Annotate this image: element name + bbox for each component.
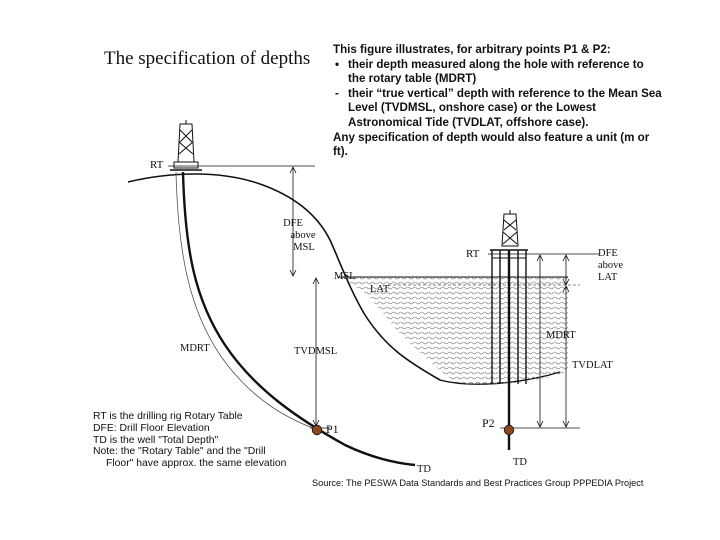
- legend-notes: [93, 411, 286, 470]
- dfe-lat-label-3: LAT: [598, 272, 618, 283]
- lat-label: LAT: [370, 284, 390, 295]
- page-title: The specification of depths: [104, 48, 311, 69]
- msl-label: MSL: [334, 271, 356, 282]
- point-p2: [504, 425, 514, 435]
- legend-line: DFE: Drill Floor Elevation: [93, 422, 210, 434]
- rt-offshore-label: RT: [466, 248, 480, 260]
- tvdmsl-label: TVDMSL: [294, 346, 338, 357]
- p1-label: P1: [326, 422, 339, 436]
- rt-onshore-label: RT: [150, 159, 164, 171]
- dfe-msl-label-2: above: [290, 230, 316, 241]
- td-onshore-label: TD: [417, 464, 431, 475]
- info-bullet: • their depth measured along the hole with reference to the rotary table (MDRT): [333, 58, 663, 87]
- info-note: Any specification of depth would also feature a unit (m or ft).: [333, 130, 650, 159]
- info-bullet: - their “true vertical” depth with reference to the Mean Sea Level (TVDMSL, onshore case) or the Lowest Astronomical Tide (TVDLAT, offshore case).: [333, 87, 663, 131]
- dfe-lat-label-2: above: [598, 260, 624, 271]
- legend-line: TD is the well "Total Depth": [93, 434, 219, 446]
- legend-line: Floor" have approx. the same elevation: [106, 458, 287, 470]
- mdrt-onshore-curve: [176, 172, 318, 430]
- source-caption: Source: The PESWA Data Standards and Best Practices Group PPPEDIA Project: [312, 478, 644, 488]
- td-offshore-label: TD: [513, 457, 527, 468]
- dfe-lat-label-1: DFE: [598, 248, 618, 259]
- p2-label: P2: [482, 416, 495, 430]
- onshore-rig-icon: [170, 120, 202, 170]
- tvdlat-label: TVDLAT: [572, 360, 613, 371]
- mdrt-onshore-label: MDRT: [180, 343, 210, 354]
- dfe-msl-label-3: MSL: [293, 242, 315, 253]
- info-intro: This figure illustrates, for arbitrary points P1 & P2:: [333, 43, 611, 56]
- legend-line: RT is the drilling rig Rotary Table: [93, 411, 243, 422]
- mdrt-offshore-label: MDRT: [546, 330, 576, 341]
- dfe-msl-label-1: DFE: [283, 218, 303, 229]
- point-p1: [312, 425, 322, 435]
- legend-line: Note: the "Rotary Table" and the "Drill: [93, 446, 266, 458]
